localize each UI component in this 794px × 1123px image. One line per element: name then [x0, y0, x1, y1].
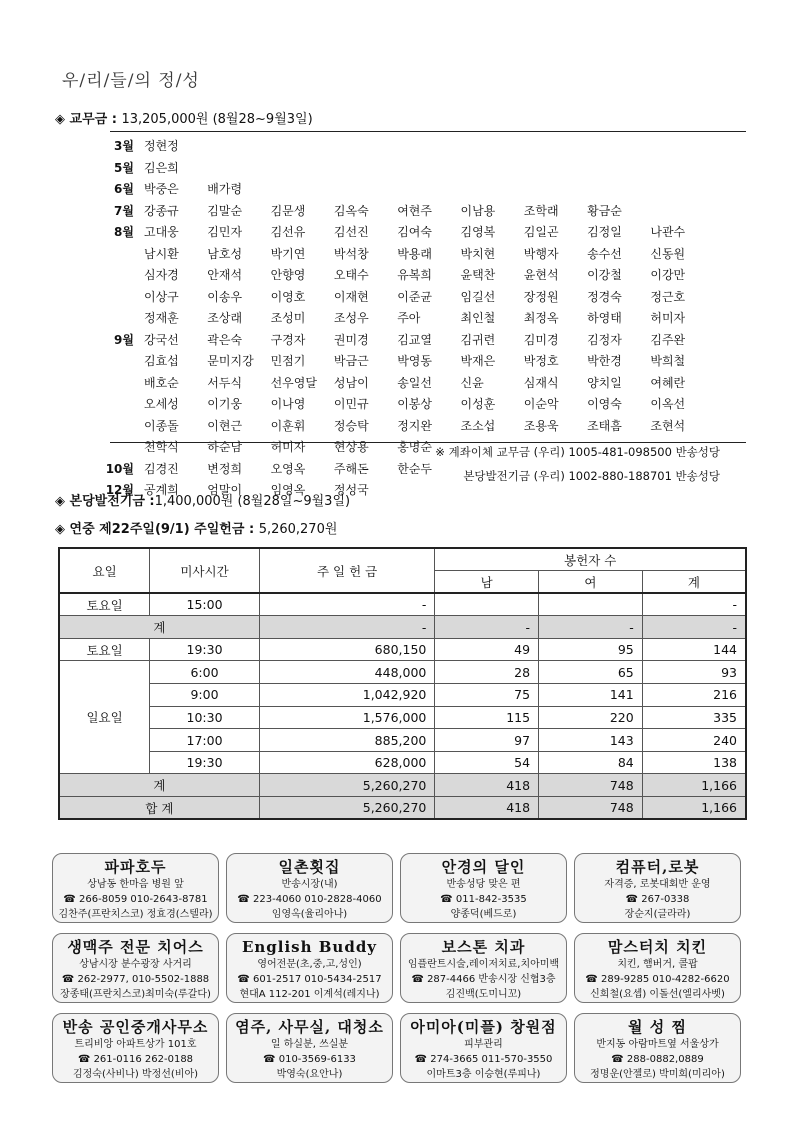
donor-name: 김경진: [144, 461, 179, 476]
donor-name: 박영동: [397, 354, 432, 368]
fund-label: 본당발전기금 :: [69, 494, 155, 509]
month-row: [100, 136, 740, 158]
ad-box: [574, 853, 741, 923]
donor-name: 박치현: [460, 246, 496, 261]
cell-label: 계: [59, 616, 259, 639]
donor-name: 이기웅: [207, 397, 243, 411]
donor-name: 현상용: [333, 440, 369, 454]
ad-title: 월 성 찜: [628, 1018, 687, 1036]
donor-name: 이옥선: [650, 397, 686, 411]
cell-female: 748: [539, 774, 643, 797]
ad-contact: ☎ 601-2517 010-5434-2517: [237, 974, 382, 985]
donor-name: 이성훈: [460, 397, 496, 411]
table-row: [59, 661, 746, 684]
donor-name: 성남이: [333, 375, 369, 390]
cell-total: -: [642, 593, 746, 616]
sunday-value: 5,260,270원: [258, 522, 338, 537]
donor-name: 오태수: [333, 268, 369, 282]
cell-total: 1,166: [642, 774, 746, 797]
donor-name: 안재석: [207, 268, 243, 282]
header-total: 계: [642, 571, 746, 594]
ad-contact: ☎ 223-4060 010-2828-4060: [237, 894, 382, 905]
ad-title: 맘스터치 치킨: [607, 938, 708, 956]
ad-title: English Buddy: [241, 938, 378, 956]
ad-title: 생맥주 전문 치어스: [67, 938, 204, 956]
donor-name: 김미경: [523, 332, 559, 347]
cell-total: 335: [642, 706, 746, 729]
table-row: [59, 706, 746, 729]
donor-name: 이강철: [587, 268, 622, 282]
donor-names: [144, 136, 734, 158]
donor-name: 박금근: [333, 354, 369, 368]
month-row: [100, 330, 740, 459]
ad-box: [52, 933, 219, 1003]
cell-male: 28: [435, 661, 539, 684]
ad-contact: ☎ 266-8059 010-2643-8781: [63, 894, 208, 905]
donor-name: 김옥숙: [333, 203, 369, 218]
donor-name: 허미자: [650, 311, 686, 325]
ad-line: 자격증, 로봇대회반 운영: [604, 879, 711, 890]
cell-female: 95: [539, 638, 643, 661]
donor-name: 이준균: [397, 289, 432, 304]
donor-name: 조용욱: [523, 418, 559, 433]
month-label: 10월: [105, 461, 134, 476]
fund-heading: ◈ 본당발전기금 :1,400,000원 (8월28일~9월3일): [55, 494, 351, 509]
ad-contact: 박영숙(요안나): [276, 1069, 343, 1080]
ad-contact: 임영옥(율리아나): [271, 909, 348, 920]
ad-box: [226, 933, 393, 1003]
donor-name: 홍명순: [397, 440, 432, 454]
cell-male: 97: [435, 729, 539, 752]
ad-title: 아미아(미플) 창원점: [410, 1018, 557, 1036]
cell-male: 49: [435, 638, 539, 661]
ad-box: [52, 1013, 219, 1083]
cell-amount: 628,000: [259, 751, 435, 774]
donor-name: 서두식: [207, 375, 243, 390]
donor-names: [144, 222, 734, 330]
month-row: [100, 158, 740, 180]
ad-contact: 현대A 112-201 이계석(레지나): [239, 989, 380, 1000]
donor-name: 김문생: [270, 203, 306, 218]
cell-amount: 885,200: [259, 729, 435, 752]
cell-male: [435, 593, 539, 616]
donor-name: 하순남: [207, 440, 243, 454]
table-row: [59, 616, 746, 639]
month-row: [100, 222, 740, 330]
donor-name: 임영옥: [270, 483, 306, 497]
cell-total: 138: [642, 751, 746, 774]
table-row: [59, 593, 746, 616]
month-label: 5월: [114, 160, 134, 175]
month-label: 6월: [114, 182, 134, 196]
cell-day: 일요일: [59, 661, 150, 774]
cell-time: 19:30: [150, 638, 260, 661]
donor-name: 김귀련: [460, 332, 496, 347]
account-note: ※ 계좌이체 교무금 (우리) 1005-481-098500 반송성당: [435, 445, 720, 459]
ad-line: 피부관리: [464, 1039, 503, 1050]
cell-female: [539, 593, 643, 616]
ad-box: [226, 1013, 393, 1083]
donor-name: 강종규: [144, 203, 179, 218]
cell-total: 216: [642, 684, 746, 707]
header-count: 봉헌자 수: [435, 548, 746, 571]
donor-name: 김여숙: [397, 225, 432, 239]
ad-line: 반송시장(내): [281, 879, 338, 890]
ad-title: 파파호두: [104, 858, 167, 876]
cell-time: 17:00: [150, 729, 260, 752]
cell-amount: 680,150: [259, 638, 435, 661]
month-row: [100, 179, 740, 201]
donor-name: 변정희: [207, 461, 243, 476]
ad-contact: ☎ 267-0338: [625, 894, 690, 905]
donor-name: 정현정: [144, 139, 179, 153]
month-label: 8월: [114, 225, 134, 239]
cell-female: 748: [539, 797, 643, 820]
month-label: 12월: [105, 483, 134, 497]
donor-name: 여혜란: [650, 375, 686, 390]
ad-box: [400, 933, 567, 1003]
donor-name: 권미경: [333, 332, 369, 347]
donor-name: 이영호: [270, 289, 306, 304]
ad-line: 상남시장 분수광장 사거리: [79, 959, 192, 970]
donor-name: 주아: [397, 311, 421, 325]
ad-contact: 김찬주(프란치스코) 정효경(스텔라): [58, 909, 213, 920]
cell-day: 토요일: [59, 593, 150, 616]
cell-amount: 5,260,270: [259, 774, 435, 797]
donor-name: 김정자: [587, 332, 622, 347]
donor-name: 이순악: [523, 397, 559, 411]
donor-name: 박중은: [144, 182, 179, 196]
cell-amount: -: [259, 616, 435, 639]
ad-box: [574, 933, 741, 1003]
donor-name: 구경자: [270, 332, 306, 347]
donor-name: 조학래: [523, 203, 559, 218]
cell-total: 144: [642, 638, 746, 661]
donor-name: 이나영: [270, 397, 306, 411]
ad-title: 일촌횟집: [278, 858, 341, 876]
donor-name: 임길선: [460, 289, 496, 304]
donor-name: 조성우: [333, 311, 369, 325]
donor-name: 배호순: [144, 375, 179, 390]
cell-male: 418: [435, 774, 539, 797]
ad-line: 상남동 한마음 병원 앞: [87, 879, 184, 890]
ad-contact: 정명운(안젤로) 박미희(미리아): [590, 1069, 725, 1080]
ad-box: [574, 1013, 741, 1083]
donor-name: 정경숙: [587, 289, 622, 304]
table-row: [59, 751, 746, 774]
fund-value: 1,400,000원 (8월28일~9월3일): [154, 494, 351, 509]
donor-name: 박정호: [523, 354, 559, 368]
donor-name: 김민자: [207, 225, 243, 239]
donor-name: 조성미: [270, 311, 306, 325]
donor-name: 남호성: [207, 246, 243, 261]
donor-name: 박석창: [333, 246, 369, 261]
ad-contact: 신희철(요셉) 이돌선(엘리사벳): [590, 989, 725, 1000]
donor-name: 심재식: [523, 375, 559, 390]
donor-name: 양치일: [587, 375, 622, 390]
header-day: 요일: [59, 548, 150, 593]
donor-name: 김교열: [397, 332, 432, 347]
cell-total: 240: [642, 729, 746, 752]
donor-name: 윤택찬: [460, 268, 496, 282]
donor-names: [144, 158, 734, 180]
header-male: 남: [435, 571, 539, 594]
cell-amount: 448,000: [259, 661, 435, 684]
donor-name: 곽은숙: [207, 332, 243, 347]
cell-day: 토요일: [59, 638, 150, 661]
donor-name: 박행자: [523, 246, 559, 261]
donor-name: 최정옥: [523, 311, 559, 325]
ad-contact: ☎ 011-842-3535: [440, 894, 527, 905]
donor-name: 이송우: [207, 289, 243, 304]
ad-box: [52, 853, 219, 923]
donor-name: 허미자: [270, 440, 306, 454]
ad-contact: 장순지(글라라): [624, 909, 691, 920]
donor-name: 김말순: [207, 203, 243, 218]
cell-female: 143: [539, 729, 643, 752]
ad-title: 반송 공인중개사무소: [62, 1018, 209, 1036]
donor-name: 강국선: [144, 332, 179, 347]
ad-line: 일 하실분, 쓰실분: [270, 1039, 349, 1050]
donor-name: 조태흠: [587, 418, 622, 433]
donor-name: 조현석: [650, 418, 686, 433]
account-note-2: 본당발전기금 (우리) 1002-880-188701 반송성당: [463, 469, 720, 483]
donor-name: 배가령: [207, 182, 243, 196]
donor-names: [144, 201, 734, 223]
cell-total: 1,166: [642, 797, 746, 820]
sunday-label: 연중 제22주일(9/1) 주일헌금 :: [69, 522, 255, 537]
cell-label: 합 계: [59, 797, 259, 820]
month-row: [100, 201, 740, 223]
table-row: [59, 729, 746, 752]
donor-name: 이봉상: [397, 397, 432, 411]
cell-male: -: [435, 616, 539, 639]
donor-name: 하영태: [587, 311, 622, 325]
ad-contact: ☎ 261-0116 262-0188: [77, 1054, 194, 1065]
ad-contact: 김진백(도미니꼬): [445, 989, 522, 1000]
donor-name: 정재훈: [144, 311, 179, 325]
donor-name: 조소섭: [460, 418, 496, 433]
ad-contact: 장종태(프란치스코)최미숙(루갈다): [60, 989, 211, 1000]
ad-line: 임플란트시술,레이저치료,치아미백: [407, 959, 560, 970]
donor-name: 정지완: [397, 418, 432, 433]
mass-offering-table: [58, 547, 747, 820]
donor-name: 박재은: [460, 354, 496, 368]
cell-male: 418: [435, 797, 539, 820]
donor-name: 선우영달: [270, 375, 317, 390]
table-row: [59, 774, 746, 797]
donor-name: 장정원: [523, 289, 559, 304]
cell-female: 84: [539, 751, 643, 774]
ad-contact: ☎ 274-3665 011-570-3550: [414, 1054, 553, 1065]
header-female: 여: [539, 571, 643, 594]
donor-name: 민점기: [270, 354, 306, 368]
ad-title: 염주, 사무실, 대청소: [235, 1018, 384, 1036]
cell-total: -: [642, 616, 746, 639]
donor-name: 이상구: [144, 289, 179, 304]
cell-total: 93: [642, 661, 746, 684]
donor-name: 박희철: [650, 354, 686, 368]
donor-name: 이영숙: [587, 397, 622, 411]
cell-male: 75: [435, 684, 539, 707]
cell-amount: 5,260,270: [259, 797, 435, 820]
donor-name: 문미지강: [207, 354, 254, 368]
donor-name: 이남용: [460, 203, 496, 218]
donor-name: 이현근: [207, 418, 243, 433]
donor-name: 안향영: [270, 268, 306, 282]
cell-time: 10:30: [150, 706, 260, 729]
donor-name: 한순두: [397, 461, 432, 476]
donor-name: 공계희: [144, 483, 179, 497]
ad-line: 반송성당 맞은 편: [446, 879, 521, 890]
donor-name: 심자경: [144, 268, 179, 282]
table-row: [59, 684, 746, 707]
ad-contact: ☎ 262-2977, 010-5502-1888: [61, 974, 210, 985]
ad-title: 보스톤 치과: [441, 938, 526, 956]
cell-female: -: [539, 616, 643, 639]
ad-line: 트리비앙 아파트상가 101호: [74, 1039, 197, 1050]
ad-line: 치킨, 햄버거, 콜팝: [617, 959, 698, 970]
donor-name: 주해돈: [333, 461, 369, 476]
donor-name: 김주완: [650, 332, 686, 347]
donor-name: 김정일: [587, 225, 622, 239]
donor-name: 유복희: [397, 268, 432, 282]
donor-name: 이재현: [333, 289, 369, 304]
ad-contact: ☎ 010-3569-6133: [263, 1054, 356, 1065]
donor-name: 윤현석: [523, 268, 559, 282]
donor-name: 김선유: [270, 225, 306, 239]
donor-name: 여현주: [397, 203, 432, 218]
ad-contact: 이마트3층 이승현(루피나): [426, 1069, 541, 1080]
donor-name: 이강만: [650, 268, 686, 282]
ad-contact: ☎ 289-9285 010-4282-6620: [585, 974, 730, 985]
donor-name: 이훈휘: [270, 418, 306, 433]
offering-value: 13,205,000원 (8월28~9월3일): [121, 112, 313, 127]
cell-time: 9:00: [150, 684, 260, 707]
donor-name: 송일선: [397, 375, 432, 390]
cell-amount: 1,042,920: [259, 684, 435, 707]
cell-amount: 1,576,000: [259, 706, 435, 729]
donor-name: 남시환: [144, 246, 179, 261]
cell-female: 65: [539, 661, 643, 684]
month-label: 7월: [114, 203, 134, 218]
sunday-heading: ◈ 연중 제22주일(9/1) 주일헌금 : 5,260,270원: [55, 522, 338, 537]
ad-box: [226, 853, 393, 923]
donor-name: 김일곤: [523, 225, 559, 239]
divider: [110, 442, 746, 443]
cell-time: 6:00: [150, 661, 260, 684]
cell-female: 141: [539, 684, 643, 707]
cell-amount: -: [259, 593, 435, 616]
ad-box: [400, 1013, 567, 1083]
donor-name: 고대웅: [144, 225, 179, 239]
donor-name: 정성국: [333, 483, 369, 497]
donor-names: [144, 330, 734, 459]
donor-name: 오세성: [144, 397, 179, 411]
offering-label: 교무금 :: [69, 112, 117, 127]
donor-name: 박용래: [397, 246, 432, 261]
donor-name: 정근호: [650, 289, 686, 304]
donor-name: 나관수: [650, 225, 686, 239]
ad-title: 컴퓨터,로봇: [615, 858, 700, 876]
header-offering: 주 일 헌 금: [259, 548, 435, 593]
donor-name: 이종돌: [144, 418, 179, 433]
donor-name: 최인철: [460, 311, 496, 325]
ad-box: [400, 853, 567, 923]
donor-name: 김은희: [144, 160, 179, 175]
donor-name: 송수선: [587, 246, 622, 261]
cell-label: 계: [59, 774, 259, 797]
table-row: [59, 638, 746, 661]
ad-contact: 김정숙(사비나) 박정선(비아): [72, 1069, 199, 1080]
month-label: 9월: [114, 332, 134, 347]
ad-contact: ☎ 287-4466 반송시장 신협3층: [411, 974, 556, 985]
donor-name: 정승탁: [333, 418, 369, 433]
donor-name: 이민규: [333, 397, 369, 411]
table-row: [59, 797, 746, 820]
donor-name: 천학식: [144, 440, 179, 454]
donor-name: 오영옥: [270, 461, 306, 476]
cell-male: 115: [435, 706, 539, 729]
donor-name: 박기연: [270, 246, 306, 261]
month-label: 3월: [114, 139, 134, 153]
page-title: 우/리/들/의 정/성: [62, 71, 200, 91]
donor-name: 조상래: [207, 311, 243, 325]
donor-name: 신윤: [460, 375, 484, 390]
donor-name: 김선진: [333, 225, 369, 239]
ad-contact: ☎ 288-0882,0889: [611, 1054, 704, 1065]
donor-name: 엄말이: [207, 483, 243, 497]
ad-contact: 양종덕(베드로): [450, 909, 517, 920]
donor-name: 신동원: [650, 246, 686, 261]
header-time: 미사시간: [150, 548, 260, 593]
donor-name: 황금순: [587, 203, 622, 218]
ad-line: 반지동 아람마트옆 서울상가: [596, 1039, 719, 1050]
donor-names: [144, 179, 734, 201]
cell-male: 54: [435, 751, 539, 774]
cell-female: 220: [539, 706, 643, 729]
cell-time: 19:30: [150, 751, 260, 774]
offering-heading: ◈ 교무금 : 13,205,000원 (8월28~9월3일): [55, 112, 313, 127]
cell-time: 15:00: [150, 593, 260, 616]
ad-line: 영어전문(초,중,고,성인): [257, 959, 362, 970]
ad-title: 안경의 달인: [441, 858, 526, 876]
donor-name: 김영복: [460, 225, 496, 239]
divider: [110, 131, 746, 132]
donor-name: 박한경: [587, 354, 622, 368]
donor-name: 김효섭: [144, 354, 179, 368]
